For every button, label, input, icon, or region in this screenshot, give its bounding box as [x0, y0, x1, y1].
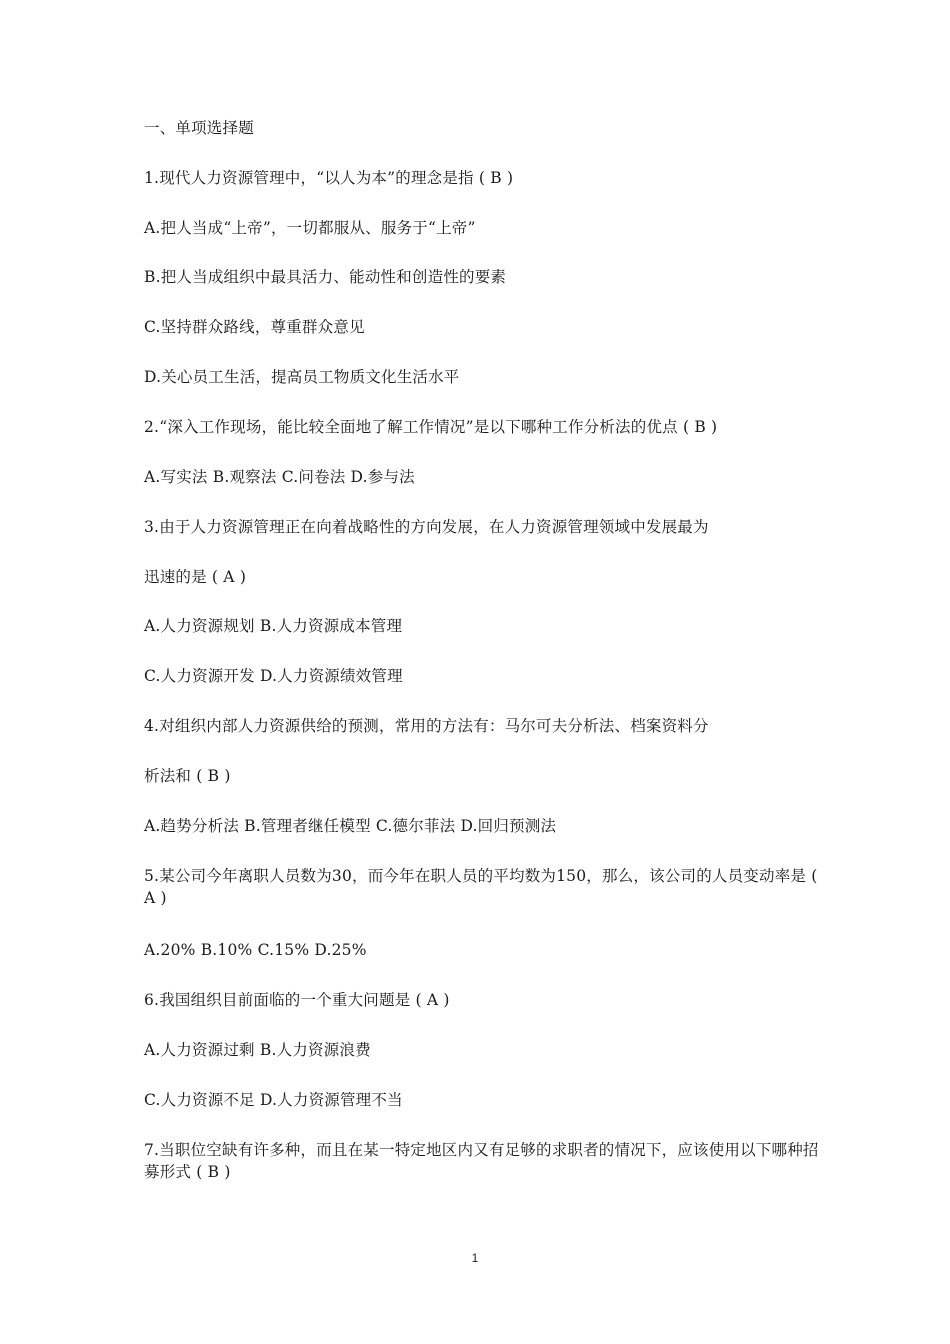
option-line: A.人力资源规划 B.人力资源成本管理 [144, 617, 403, 635]
page-number: 1 [471, 1251, 479, 1265]
option-line: B.把人当成组织中最具活力、能动性和创造性的要素 [144, 268, 507, 286]
question-1: 1.现代人力资源管理中，“以人为本”的理念是指 ( B ) [144, 169, 514, 187]
question-4: 4.对组织内部人力资源供给的预测，常用的方法有：马尔可夫分析法、档案资料分 [144, 717, 709, 735]
option-line: D.关心员工生活，提高员工物质文化生活水平 [144, 368, 460, 386]
option-line: A.写实法 B.观察法 C.问卷法 D.参与法 [144, 468, 415, 486]
option-line: C.坚持群众路线，尊重群众意见 [144, 318, 365, 336]
question-5: 5.某公司今年离职人员数为30，而今年在职人员的平均数为150，那么，该公司的人员变动率是 ( A ) [144, 867, 818, 907]
option-line: C.人力资源不足 D.人力资源管理不当 [144, 1091, 403, 1109]
question-2: 2.“深入工作现场，能比较全面地了解工作情况”是以下哪种工作分析法的优点 ( B ) [144, 418, 718, 436]
option-line: C.人力资源开发 D.人力资源绩效管理 [144, 667, 403, 685]
question-3: 3.由于人力资源管理正在向着战略性的方向发展，在人力资源管理领域中发展最为 [144, 518, 709, 536]
section-title: 一、单项选择题 [144, 119, 254, 137]
question-7: 7.当职位空缺有许多种，而且在某一特定地区内又有足够的求职者的情况下，应该使用以下哪种招募形式 ( B ) [144, 1141, 819, 1181]
option-line: A.人力资源过剩 B.人力资源浪费 [144, 1041, 371, 1059]
option-line: A.把人当成“上帝”，一切都服从、服务于“上帝” [144, 219, 476, 237]
question-6: 6.我国组织目前面临的一个重大问题是 ( A ) [144, 991, 450, 1009]
question-4-continued: 析法和 ( B ) [144, 767, 231, 785]
question-3-continued: 迅速的是 ( A ) [144, 568, 247, 586]
option-line: A.趋势分析法 B.管理者继任模型 C.德尔菲法 D.回归预测法 [144, 817, 557, 835]
option-line: A.20% B.10% C.15% D.25% [144, 941, 367, 959]
